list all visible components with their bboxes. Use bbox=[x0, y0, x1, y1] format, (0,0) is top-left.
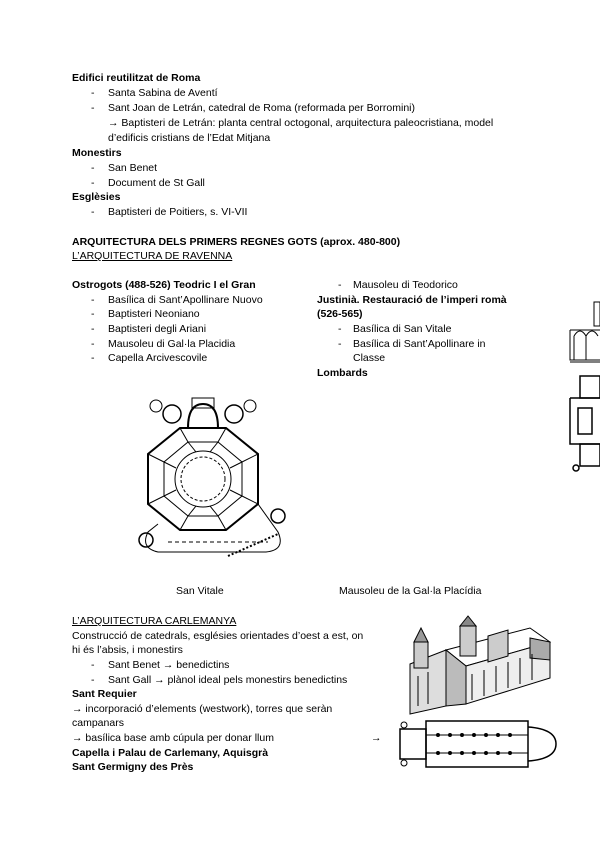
heading-aachen: Capella i Palau de Carlemany, Aquisgrà bbox=[72, 747, 269, 759]
paragraph-line: Construcció de catedrals, esglésies orientades d’oest a est, on bbox=[72, 630, 364, 642]
list-item-continuation: Classe bbox=[353, 352, 386, 364]
caption-san-vitale: San Vitale bbox=[176, 585, 224, 597]
list-item: Santa Sabina de Aventí bbox=[108, 87, 218, 99]
subtitle-carolingian: L’ARQUITECTURA CARLEMANYA bbox=[72, 615, 237, 627]
caption-galla-placidia: Mausoleu de la Gal·la Placídia bbox=[339, 585, 482, 597]
bullet-dash: - bbox=[91, 206, 95, 218]
mausoleum-section-image bbox=[568, 300, 600, 366]
subtitle-ravenna: L’ARQUITECTURA DE RAVENNA bbox=[72, 250, 233, 262]
heading-monasteries: Monestirs bbox=[72, 147, 122, 159]
list-item: Basílica di Sant’Apollinare Nuovo bbox=[108, 294, 263, 306]
paragraph-line: campanars bbox=[72, 717, 124, 729]
heading-germigny: Sant Germigny des Près bbox=[72, 761, 194, 773]
bullet-dash: - bbox=[91, 352, 95, 364]
heading-justinian-dates: (526-565) bbox=[317, 308, 363, 320]
list-item: Sant Joan de Letrán, catedral de Roma (reformada per Borromini) bbox=[108, 102, 415, 114]
list-item: Baptisteri Neoniano bbox=[108, 308, 200, 320]
list-item: Sant Benet → benedictins bbox=[108, 659, 230, 671]
bullet-dash: - bbox=[91, 294, 95, 306]
list-item: Baptisteri de Poitiers, s. VI-VII bbox=[108, 206, 248, 218]
bullet-dash: - bbox=[91, 308, 95, 320]
list-item: Basílica di Sant’Apollinare in bbox=[353, 338, 486, 350]
heading-churches: Esglèsies bbox=[72, 191, 121, 203]
bullet-dash: - bbox=[91, 659, 95, 671]
heading-ostrogoths: Ostrogots (488-526) Teodric I el Gran bbox=[72, 279, 256, 291]
note-line: → Baptisteri de Letrán: planta central octogonal, arquitectura paleocristiana, model bbox=[108, 117, 494, 129]
bullet-dash: - bbox=[91, 87, 95, 99]
church-isometric-image bbox=[400, 616, 560, 716]
bullet-dash: - bbox=[91, 338, 95, 350]
bullet-dash: - bbox=[91, 102, 95, 114]
paragraph-line: hi és l’absis, i monestirs bbox=[72, 644, 183, 656]
heading-sant-requier: Sant Requier bbox=[72, 688, 137, 700]
arrow-glyph: → bbox=[371, 732, 382, 744]
bullet-dash: - bbox=[338, 279, 342, 291]
list-item: Basílica di San Vitale bbox=[353, 323, 452, 335]
list-item: Mausoleu di Teodorico bbox=[353, 279, 458, 291]
paragraph-line: → basílica base amb cúpula per donar llum bbox=[72, 732, 274, 744]
heading-lombards: Lombards bbox=[317, 367, 368, 379]
bullet-dash: - bbox=[338, 323, 342, 335]
list-item: Document de St Gall bbox=[108, 177, 205, 189]
bullet-dash: - bbox=[91, 177, 95, 189]
paragraph-line: → incorporació d’elements (westwork), torres que seràn bbox=[72, 703, 333, 715]
bullet-dash: - bbox=[338, 338, 342, 350]
san-vitale-floorplan-image bbox=[128, 392, 303, 572]
heading-justinian: Justinià. Restauració de l’imperi romà bbox=[317, 294, 507, 306]
section-title-goths: ARQUITECTURA DELS PRIMERS REGNES GOTS (aprox. 480-800) bbox=[72, 236, 401, 248]
list-item: Capella Arcivescovile bbox=[108, 352, 208, 364]
bullet-dash: - bbox=[91, 323, 95, 335]
bullet-dash: - bbox=[91, 674, 95, 686]
list-item: Baptisteri degli Ariani bbox=[108, 323, 207, 335]
note-line: d’edificis cristians de l’Edat Mitjana bbox=[108, 132, 271, 144]
basilica-floorplan-image bbox=[398, 717, 560, 771]
mausoleum-plan-image bbox=[568, 374, 600, 474]
bullet-dash: - bbox=[91, 162, 95, 174]
list-item: Sant Gall → plànol ideal pels monestirs benedictins bbox=[108, 674, 348, 686]
list-item: San Benet bbox=[108, 162, 158, 174]
heading-reused-buildings: Edifici reutilitzat de Roma bbox=[72, 72, 201, 84]
list-item: Mausoleu di Gal·la Placidia bbox=[108, 338, 236, 350]
